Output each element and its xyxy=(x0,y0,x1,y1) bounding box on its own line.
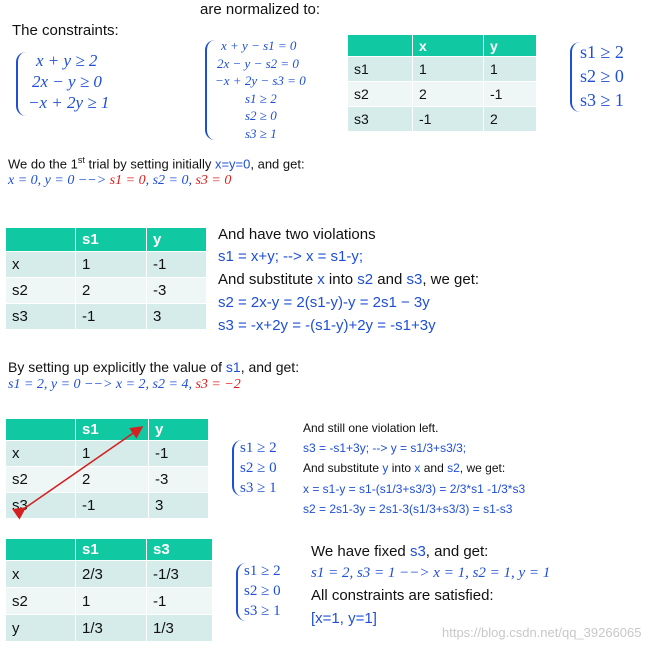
constraints-title: The constraints: xyxy=(12,22,119,39)
violations-var: s2 xyxy=(357,271,374,288)
table-cell: 1 xyxy=(76,441,149,467)
violation2-var: y xyxy=(382,461,389,475)
table-header-cell xyxy=(6,539,76,561)
table-header-cell: s1 xyxy=(76,539,147,561)
table-cell: -1 xyxy=(76,493,149,519)
final-line-4: [x=1, y=1] xyxy=(311,610,377,627)
final-line-2: s1 = 2, s3 = 1 −−> x = 1, s2 = 1, y = 1 xyxy=(311,565,551,581)
bottom-bound-1: s1 ≥ 2 xyxy=(244,563,281,579)
table-cell: s2 xyxy=(6,588,76,615)
violations-line-4: s2 = 2x-y = 2(s1-y)-y = 2s1 − 3y xyxy=(218,294,430,311)
table-cell: 1 xyxy=(413,57,484,82)
table-header-cell: s1 xyxy=(76,419,149,441)
trial1-result-s3: s3 = 0 xyxy=(195,173,232,188)
slack-bound-3: s3 ≥ 1 xyxy=(580,90,624,110)
bottom-bound-3: s3 ≥ 1 xyxy=(244,603,281,619)
table-row xyxy=(6,561,213,588)
table-header-cell: s3 xyxy=(147,539,213,561)
table-cell: 2/3 xyxy=(76,561,147,588)
table-cell: x xyxy=(6,252,76,278)
slack-bound-2: s2 ≥ 0 xyxy=(580,66,624,86)
normalized-bound-2: s2 ≥ 0 xyxy=(245,108,277,123)
explicit-result-text: s1 = 2, y = 0 −−> x = 2, s2 = 4, xyxy=(8,377,196,392)
violations-line-2: s1 = x+y; --> x = s1-y; xyxy=(218,248,364,265)
table-row xyxy=(6,588,213,615)
table-cell: -1 xyxy=(76,304,147,330)
swap-arrow-line xyxy=(25,427,142,508)
trial1-text: trial by setting initially xyxy=(84,156,215,172)
table-cell: s2 xyxy=(6,467,76,493)
violations-var: s3 xyxy=(406,271,423,288)
table-header-cell: y xyxy=(147,228,207,252)
violation2-var: x xyxy=(414,461,421,475)
table-row xyxy=(6,615,213,642)
table-cell: x xyxy=(6,561,76,588)
violation2-line-3 xyxy=(303,461,505,475)
table-cell: y xyxy=(6,615,76,642)
constraint-2: 2x − y ≥ 0 xyxy=(32,72,102,91)
table-header-cell: y xyxy=(149,419,209,441)
table-header-cell: x xyxy=(413,35,484,57)
table-cell: s3 xyxy=(348,107,413,132)
mid-bound-2: s2 ≥ 0 xyxy=(240,460,277,476)
mid-bounds xyxy=(240,438,277,498)
table-cell: s2 xyxy=(6,278,76,304)
trial1-result-text: x = 0, y = 0 −−> xyxy=(8,173,110,188)
explicit-result-s3: s3 = −2 xyxy=(195,377,241,392)
table-cell: 3 xyxy=(149,493,209,519)
violation2-var: s2 xyxy=(447,461,460,475)
table-cell: 2 xyxy=(76,467,149,493)
table-cell: s3 xyxy=(6,493,76,519)
normalized-eq-2: 2x − y − s2 = 0 xyxy=(217,55,299,71)
watermark: https://blog.csdn.net/qq_39266065 xyxy=(442,625,642,640)
table-cell: 1/3 xyxy=(147,615,213,642)
violations-text: into xyxy=(324,271,358,288)
normalized-eq-1: x + y − s1 = 0 xyxy=(221,38,297,53)
table-cell: 2 xyxy=(76,278,147,304)
bottom-bound-2: s2 ≥ 0 xyxy=(244,583,281,599)
table-cell: x xyxy=(6,441,76,467)
violations-text: , we get: xyxy=(422,271,480,288)
final-text: We have fixed xyxy=(311,543,410,560)
violation2-line-2: s3 = -s1+3y; --> y = s1/3+s3/3; xyxy=(303,441,467,455)
table-cell: -1 xyxy=(484,82,537,107)
constraint-3: −x + 2y ≥ 1 xyxy=(28,93,110,112)
violation2-line-1: And still one violation left. xyxy=(303,421,439,435)
constraint-1: x + y ≥ 2 xyxy=(36,51,98,70)
trial1-sup: st xyxy=(77,155,85,165)
table-cell: 1 xyxy=(76,588,147,615)
trial1-result-s1: s1 = 0 xyxy=(109,173,146,188)
violation2-text: And substitute xyxy=(303,461,383,475)
mid-bound-1: s1 ≥ 2 xyxy=(240,440,277,456)
table-cell: -1/3 xyxy=(147,561,213,588)
violation2-text: , we get: xyxy=(459,461,506,475)
violation2-text: into xyxy=(388,461,415,475)
table-cell: 3 xyxy=(147,304,207,330)
explicit-s1: s1 xyxy=(225,359,241,375)
mid-bound-3: s3 ≥ 1 xyxy=(240,480,277,496)
violations-text: And substitute xyxy=(218,271,318,288)
explicit-text: By setting up explicitly the value of xyxy=(8,359,226,375)
table-cell: -1 xyxy=(147,588,213,615)
table-cell: -1 xyxy=(413,107,484,132)
trial1-text: , and get: xyxy=(250,156,305,172)
table-header-cell: y xyxy=(484,35,537,57)
violations-text: and xyxy=(373,271,407,288)
final-line-1 xyxy=(311,543,488,560)
table-cell: 1 xyxy=(76,252,147,278)
violations-line-1: And have two violations xyxy=(218,226,376,243)
table-cell: -1 xyxy=(147,252,207,278)
final-text: , and get: xyxy=(425,543,489,560)
final-s3: s3 xyxy=(409,543,426,560)
table-cell: -3 xyxy=(147,278,207,304)
normalized-title: are normalized to: xyxy=(200,1,321,18)
violations-var: x xyxy=(317,271,325,288)
normalized-bound-1: s1 ≥ 2 xyxy=(245,90,277,106)
trial1-xy: x=y=0 xyxy=(214,156,251,172)
table-cell: s2 xyxy=(348,82,413,107)
violation2-line-4: x = s1-y = s1-(s1/3+s3/3) = 2/3*s1 -1/3*s3 xyxy=(303,482,526,496)
violation2-text: and xyxy=(420,461,448,475)
table-cell: -3 xyxy=(149,467,209,493)
slack-bound-1: s1 ≥ 2 xyxy=(580,42,624,62)
table-cell: 1 xyxy=(484,57,537,82)
trial1-result-text: , s2 = 0, xyxy=(145,173,196,188)
final-line-3: All constraints are satisfied: xyxy=(311,587,494,604)
trial1-text: We do the 1 xyxy=(8,156,78,172)
table-cell: 2 xyxy=(413,82,484,107)
bottom-bounds xyxy=(244,561,281,621)
table-cell: s1 xyxy=(348,57,413,82)
normalized-eq-3: −x + 2y − s3 = 0 xyxy=(215,73,306,88)
table-header-cell: s1 xyxy=(76,228,147,252)
table-cell: s3 xyxy=(6,304,76,330)
normalized-bound-3: s3 ≥ 1 xyxy=(245,125,277,141)
table-cell: 2 xyxy=(484,107,537,132)
table-cell: -1 xyxy=(149,441,209,467)
violations-line-5: s3 = -x+2y = -(s1-y)+2y = -s1+3y xyxy=(218,317,436,334)
table-cell: 1/3 xyxy=(76,615,147,642)
table-final xyxy=(5,538,213,642)
violation2-line-5: s2 = 2s1-3y = 2s1-3(s1/3+s3/3) = s1-s3 xyxy=(303,502,513,516)
explicit-text: , and get: xyxy=(240,359,300,375)
